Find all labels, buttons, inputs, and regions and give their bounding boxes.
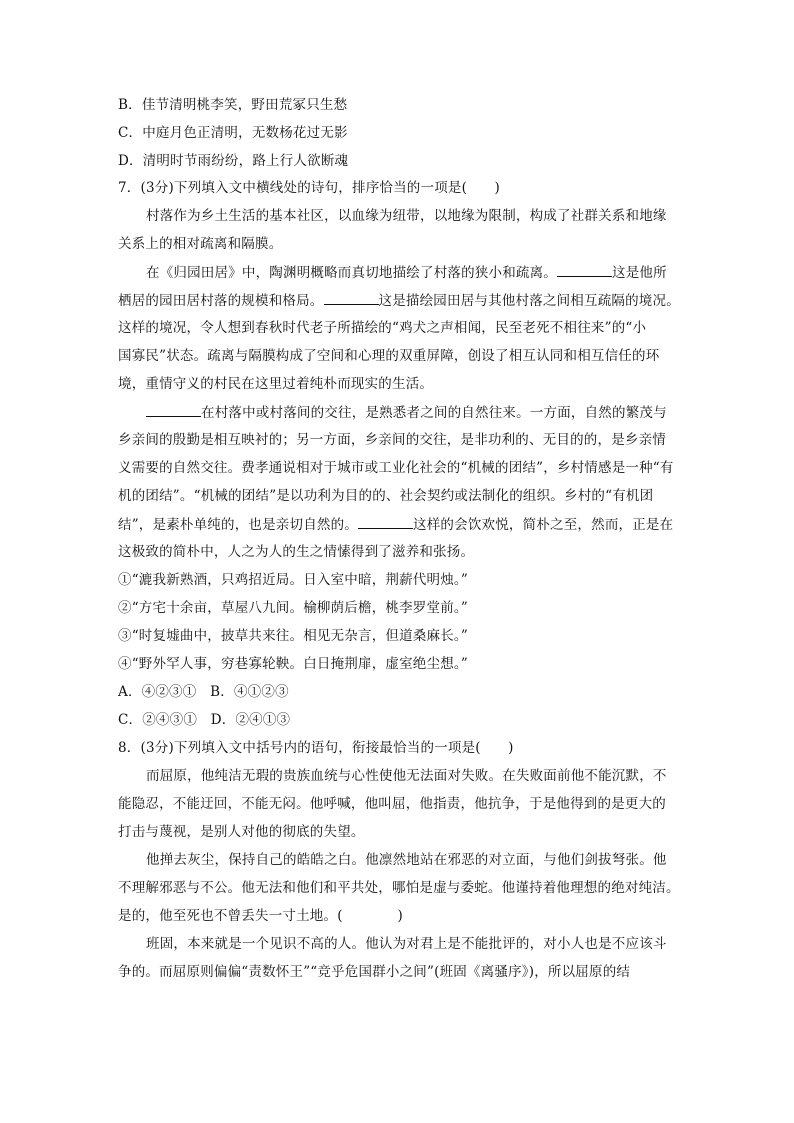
q7-poem-4: ④“野外罕人事，穷巷寡轮鞅。白日掩荆扉，虚室绝尘想。” xyxy=(118,656,468,672)
fill-blank-line xyxy=(324,291,379,305)
q7-p2-line3: 这样的境况，令人想到春秋时代老子所描绘的“鸡犬之声相闻，民至老死不相往来”的“小 xyxy=(118,320,647,336)
q8-p2-line2: 不理解邪恶与不公。他无法和他们和平共处，哪怕是虚与委蛇。他谨持着他理想的绝对纯洁。 xyxy=(118,880,680,896)
q7-p2-line5: 境，重情守义的村民在这里过着纯朴而现实的生活。 xyxy=(118,376,434,392)
q8-p2-line3: 是的，他至死也不曾丢失一寸土地。( ) xyxy=(118,908,403,924)
q7-p2-line2-text-b: 这是描绘园田居与其他村落之间相互疏隔的境况。 xyxy=(378,293,680,309)
q7-p3-line3: 义需要的自然交往。费孝通说相对于城市或工业化社会的“机械的团结”，乡村情感是一种“有 xyxy=(118,460,674,476)
q7-options-cd: C．②④③① D．②④①③ xyxy=(118,712,291,728)
fill-blank-line xyxy=(557,263,612,277)
q7-p2-line1 xyxy=(146,263,678,282)
q8-p3-line1: 班固，本来就是一个见识不高的人。他认为对君上是不能批评的，对小人也是不应该斗 xyxy=(146,936,667,952)
q7-p3-line5-text-b: 这样的会饮欢悦，简朴之至，然而，正是在 xyxy=(413,517,674,533)
q8-stem: 8．(3分)下列填入文中括号内的语句，衔接最恰当的一项是( ) xyxy=(118,740,514,756)
q7-poem-3: ③“时复墟曲中，披草共来往。相见无杂言，但道桑麻长。” xyxy=(118,628,468,644)
q6-option-c: C．中庭月色正清明，无数杨花过无影 xyxy=(118,125,348,141)
fill-blank-line xyxy=(146,403,201,417)
q7-stem: 7．(3分)下列填入文中横线处的诗句，排序恰当的一项是( ) xyxy=(118,180,500,196)
q7-p2-line2-text-a: 栖居的园田居村落的规模和格局。 xyxy=(118,293,324,309)
q8-p1-line2: 能隐忍，不能迂回，不能无闷。他呼喊，他叫屈，他指责，他抗争，于是他得到的是更大的 xyxy=(118,796,666,812)
q7-p2-line1-text-a: 在《归园田居》中，陶渊明概略而真切地描绘了村落的狭小和疏离。 xyxy=(146,265,557,281)
q6-option-d: D．清明时节雨纷纷，路上行人欲断魂 xyxy=(118,153,349,169)
q7-p3-line1 xyxy=(146,403,678,422)
q7-p2-line2 xyxy=(118,291,678,310)
q6-option-b: B．佳节清明桃李笑，野田荒冢只生愁 xyxy=(118,97,348,113)
q8-p2-line1: 他掸去灰尘，保持自己的皓皓之白。他凛然地站在邪恶的对立面，与他们剑拔弩张。他 xyxy=(146,852,667,868)
q7-poem-1: ①“漉我新熟酒，只鸡招近局。日入室中暗，荆薪代明烛。” xyxy=(118,572,468,588)
q7-p3-line5 xyxy=(118,515,678,534)
q7-options-ab: A．④②③① B．④①②③ xyxy=(118,684,289,700)
q8-p1-line1: 而屈原，他纯洁无瑕的贵族血统与心性使他无法面对失败。在失败面前他不能沉默，不 xyxy=(146,768,667,784)
q7-p3-line5-text-a: 结”，是素朴单纯的，也是亲切自然的。 xyxy=(118,517,359,533)
q8-p3-line2: 争的。而屈原则偏偏“责数怀王”“竞乎危国群小之间”(班固《离骚序》)，所以屈原的结 xyxy=(118,964,631,980)
q7-p1-line1: 村落作为乡土生活的基本社区，以血缘为纽带，以地缘为限制，构成了社群关系和地缘 xyxy=(146,208,667,224)
q7-p2-line4: 国寡民”状态。疏离与隔膜构成了空间和心理的双重屏障，创设了相互认同和相互信任的环 xyxy=(118,348,660,364)
q7-p3-line4: 机的团结”。“机械的团结”是以功利为目的的、社会契约或法制化的组织。乡村的“有机团 xyxy=(118,488,654,504)
q8-p1-line3: 打击与蔑视，是别人对他的彻底的失望。 xyxy=(118,824,365,840)
q7-p3-line6: 这极致的简朴中，人之为人的生之情愫得到了滋养和张扬。 xyxy=(118,544,475,560)
q7-p1-line2: 关系上的相对疏离和隔膜。 xyxy=(118,236,283,252)
q7-poem-2: ②“方宅十余亩，草屋八九间。榆柳荫后檐，桃李罗堂前。” xyxy=(118,600,468,616)
fill-blank-line xyxy=(358,515,413,529)
q7-p3-line2: 乡亲间的殷勤是相互映衬的；另一方面，乡亲间的交往，是非功利的、无目的的，是乡亲情 xyxy=(118,432,666,448)
q7-p2-line1-text-b: 这是他所 xyxy=(612,265,667,281)
q7-p3-line1-text: 在村落中或村落间的交往，是熟悉者之间的自然往来。一方面，自然的繁茂与 xyxy=(201,405,667,421)
